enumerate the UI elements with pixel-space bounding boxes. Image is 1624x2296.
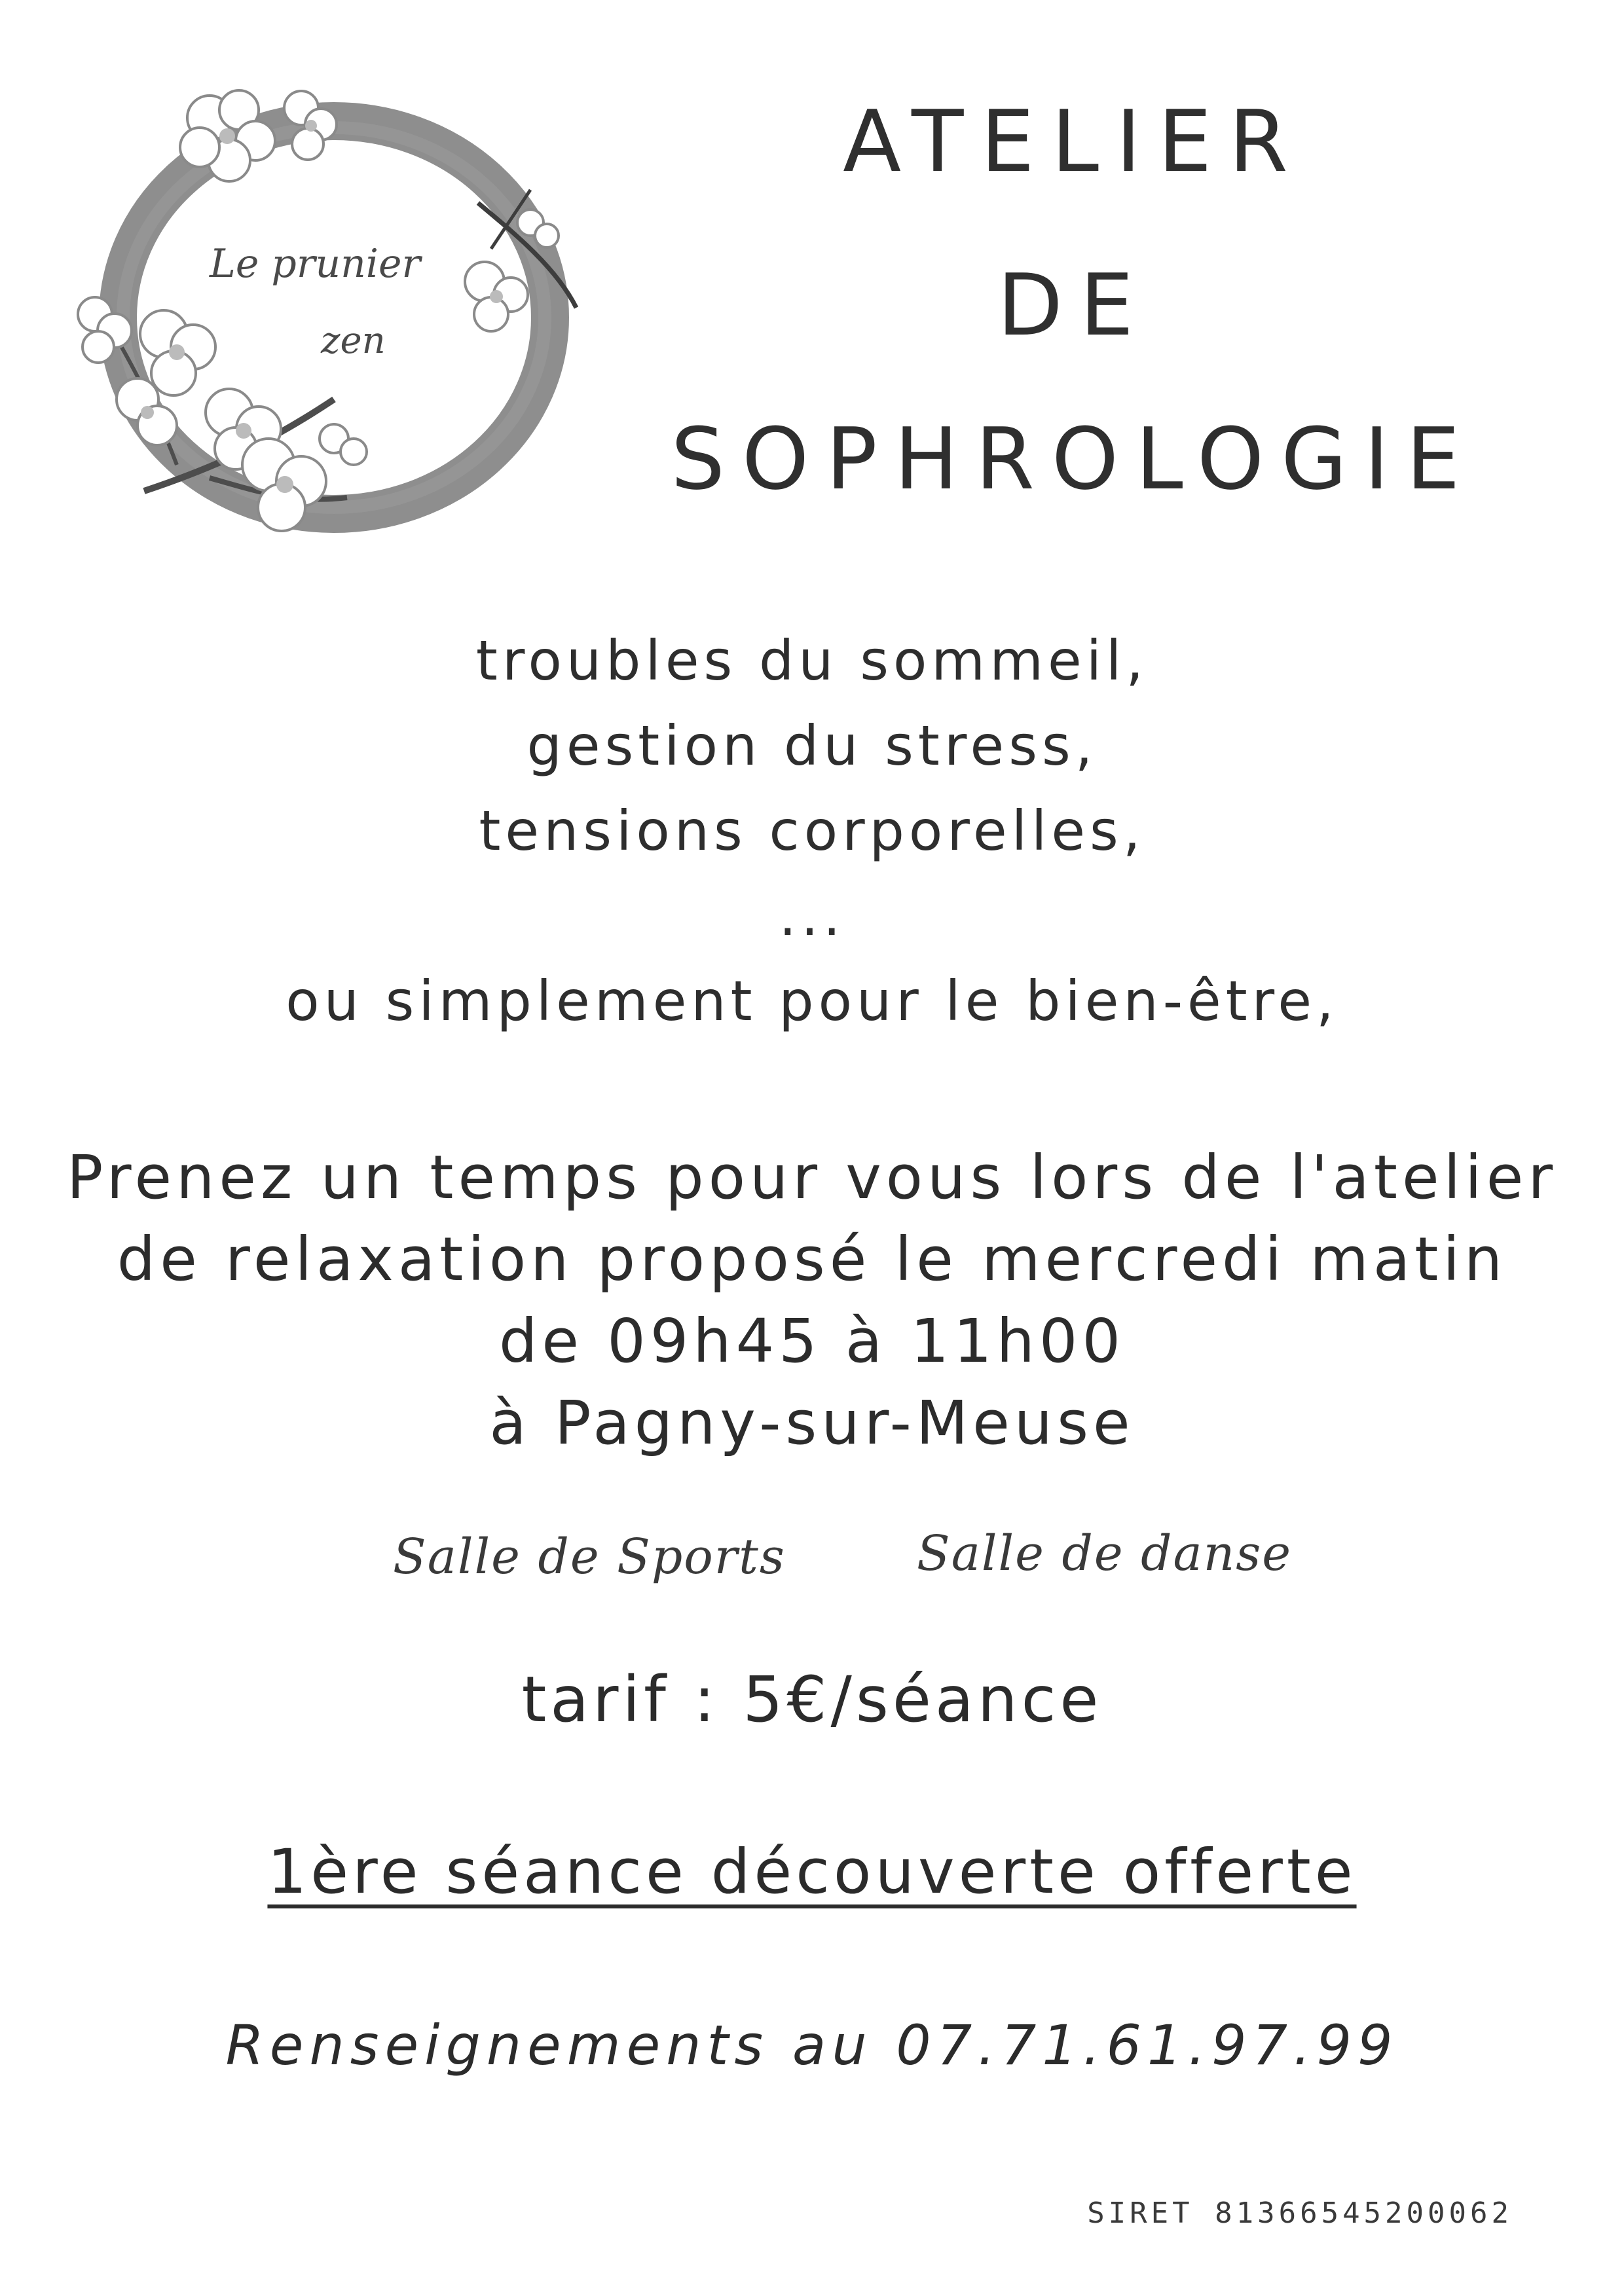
invite-line-3: de 09h45 à 11h00: [499, 1306, 1125, 1376]
invite-line-2: de relaxation proposé le mercredi matin: [117, 1224, 1507, 1294]
offer-text: 1ère séance découverte offerte: [267, 1836, 1357, 1908]
title-line-3: SOPHROLOGIE: [671, 409, 1477, 509]
title-line-2: DE: [997, 255, 1151, 355]
title-line-1: ATELIER: [843, 92, 1305, 191]
logo-text-line2: zen: [321, 319, 386, 362]
invite-line-1: Prenez un temps pour vous lors de l'atelier: [66, 1142, 1558, 1212]
venue-hall-dance: Salle de danse: [917, 1525, 1293, 1582]
venue-hall-sports: Salle de Sports: [393, 1529, 786, 1585]
reason-sleep: troubles du sommeil,: [475, 629, 1149, 693]
logo-text-line1: Le prunier: [210, 241, 421, 287]
offer-banner: [0, 1836, 1624, 1908]
reason-tension: tensions corporelles,: [479, 799, 1145, 863]
invite-line-4: à Pagny-sur-Meuse: [489, 1388, 1135, 1458]
reason-ellipsis: ...: [779, 884, 845, 948]
contact-phone: Renseignements au 07.71.61.97.99: [225, 2013, 1399, 2077]
logo: [59, 72, 609, 570]
reason-wellbeing: ou simplement pour le bien-être,: [286, 969, 1338, 1033]
reason-stress: gestion du stress,: [526, 714, 1098, 778]
price-text: tarif : 5€/séance: [521, 1663, 1103, 1736]
siret-number: SIRET 81366545200062: [1087, 2196, 1513, 2230]
